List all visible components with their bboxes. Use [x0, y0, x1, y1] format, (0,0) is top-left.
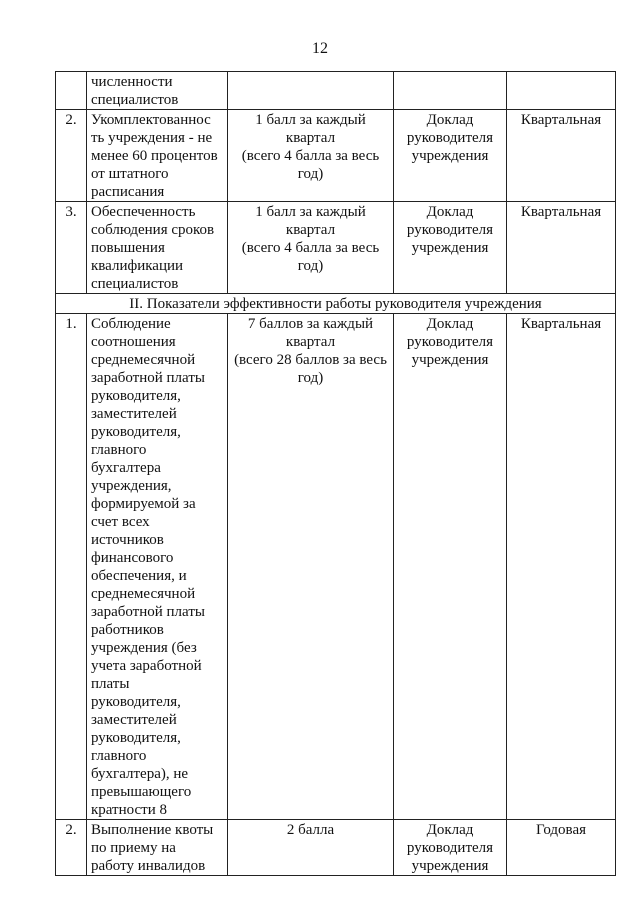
cell-line: 7 баллов за каждый — [247, 316, 374, 332]
cell-line: работников — [91, 622, 164, 638]
cell-line: заместителей — [91, 406, 177, 422]
cell-line: 1 балл за каждый — [255, 112, 366, 128]
cell-line: соотношения — [91, 334, 176, 350]
table-body-top — [56, 72, 616, 294]
score-cell — [228, 820, 394, 876]
table-row — [56, 820, 616, 876]
cell-line: (всего 4 балла за весь — [241, 148, 380, 164]
cell-line: учета заработной — [91, 658, 202, 674]
cell-line: заместителей — [91, 712, 177, 728]
cell-line: Доклад — [426, 822, 474, 838]
cell-line: учреждения — [411, 240, 489, 256]
cell-line: Доклад — [426, 316, 474, 332]
indicator-name — [87, 314, 228, 820]
indicator-name — [87, 110, 228, 202]
cell-line: 1 балл за каждый — [255, 204, 366, 220]
frequency: Квартальная — [507, 202, 616, 294]
cell-line: Доклад — [426, 204, 474, 220]
cell-line: (всего 4 балла за весь — [241, 240, 380, 256]
cell-line: учреждения — [411, 352, 489, 368]
table-row — [56, 72, 616, 110]
table-row — [56, 202, 616, 294]
cell-line: главного — [91, 442, 147, 458]
cell-line: квартал — [285, 222, 336, 238]
cell-line: среднемесячной — [91, 352, 196, 368]
cell-line: квалификации — [91, 258, 184, 274]
cell-line: обеспечения, и — [91, 568, 187, 584]
cell-line: Доклад — [426, 112, 474, 128]
cell-line: источников — [91, 532, 164, 548]
score-cell — [228, 72, 394, 110]
table-body-bottom — [56, 314, 616, 876]
row-number: 2. — [56, 820, 87, 876]
cell-line: менее 60 процентов — [91, 148, 218, 164]
cell-line: учреждения (без — [91, 640, 197, 656]
cell-line: среднемесячной — [91, 586, 196, 602]
frequency: Квартальная — [507, 110, 616, 202]
cell-line: ть учреждения - не — [91, 130, 213, 146]
score-cell — [228, 110, 394, 202]
cell-line: год) — [297, 258, 324, 274]
score-cell — [228, 314, 394, 820]
cell-line: финансового — [91, 550, 174, 566]
cell-line: от штатного — [91, 166, 169, 182]
cell-line: год) — [297, 370, 324, 386]
indicator-name — [87, 202, 228, 294]
frequency — [507, 72, 616, 110]
cell-line: численности — [91, 74, 173, 90]
report-source — [394, 314, 507, 820]
cell-line: счет всех — [91, 514, 150, 530]
cell-line: Выполнение квоты — [91, 822, 214, 838]
cell-line: учреждения, — [91, 478, 172, 494]
cell-line: специалистов — [91, 92, 179, 108]
cell-line: платы — [91, 676, 130, 692]
table-row — [56, 314, 616, 820]
cell-line: руководителя, — [91, 424, 181, 440]
cell-line: руководителя — [406, 222, 494, 238]
cell-line: руководителя, — [91, 730, 181, 746]
cell-line: заработной платы — [91, 370, 205, 386]
row-number: 3. — [56, 202, 87, 294]
report-source — [394, 820, 507, 876]
cell-line: год) — [297, 166, 324, 182]
page-number: 12 — [312, 40, 328, 57]
indicator-name — [87, 820, 228, 876]
cell-line: бухгалтера — [91, 460, 161, 476]
cell-line: кратности 8 — [91, 802, 168, 818]
cell-line: по приему на — [91, 840, 176, 856]
report-source — [394, 202, 507, 294]
row-number — [56, 72, 87, 110]
section-title: II. Показатели эффективности работы руководителя учреждения — [56, 294, 616, 314]
cell-line: учреждения — [411, 858, 489, 874]
cell-line: расписания — [91, 184, 165, 200]
cell-line: руководителя, — [91, 694, 181, 710]
cell-line: главного — [91, 748, 147, 764]
cell-line: Соблюдение — [91, 316, 171, 332]
indicator-name — [87, 72, 228, 110]
cell-line: (всего 28 баллов за весь — [234, 352, 387, 368]
report-source — [394, 110, 507, 202]
cell-line: учреждения — [411, 148, 489, 164]
cell-line: заработной платы — [91, 604, 205, 620]
cell-line: бухгалтера), не — [91, 766, 189, 782]
table-row — [56, 110, 616, 202]
row-number: 2. — [56, 110, 87, 202]
row-number: 1. — [56, 314, 87, 820]
cell-line: специалистов — [91, 276, 179, 292]
cell-line: соблюдения сроков — [91, 222, 215, 238]
cell-line: превышающего — [91, 784, 192, 800]
report-source — [394, 72, 507, 110]
cell-line: 2 балла — [286, 822, 335, 838]
indicators-table — [55, 71, 616, 876]
cell-line: повышения — [91, 240, 165, 256]
cell-line: квартал — [285, 130, 336, 146]
table-section — [56, 294, 616, 314]
frequency: Квартальная — [507, 314, 616, 820]
section-header-row — [56, 294, 616, 314]
cell-line: квартал — [285, 334, 336, 350]
cell-line: формируемой за — [91, 496, 196, 512]
cell-line: Укомплектованнос — [91, 112, 211, 128]
frequency: Годовая — [507, 820, 616, 876]
score-cell — [228, 202, 394, 294]
cell-line: работу инвалидов — [91, 858, 206, 874]
cell-line: руководителя — [406, 334, 494, 350]
cell-line: руководителя — [406, 130, 494, 146]
cell-line: Обеспеченность — [91, 204, 196, 220]
cell-line: руководителя, — [91, 388, 181, 404]
cell-line: руководителя — [406, 840, 494, 856]
